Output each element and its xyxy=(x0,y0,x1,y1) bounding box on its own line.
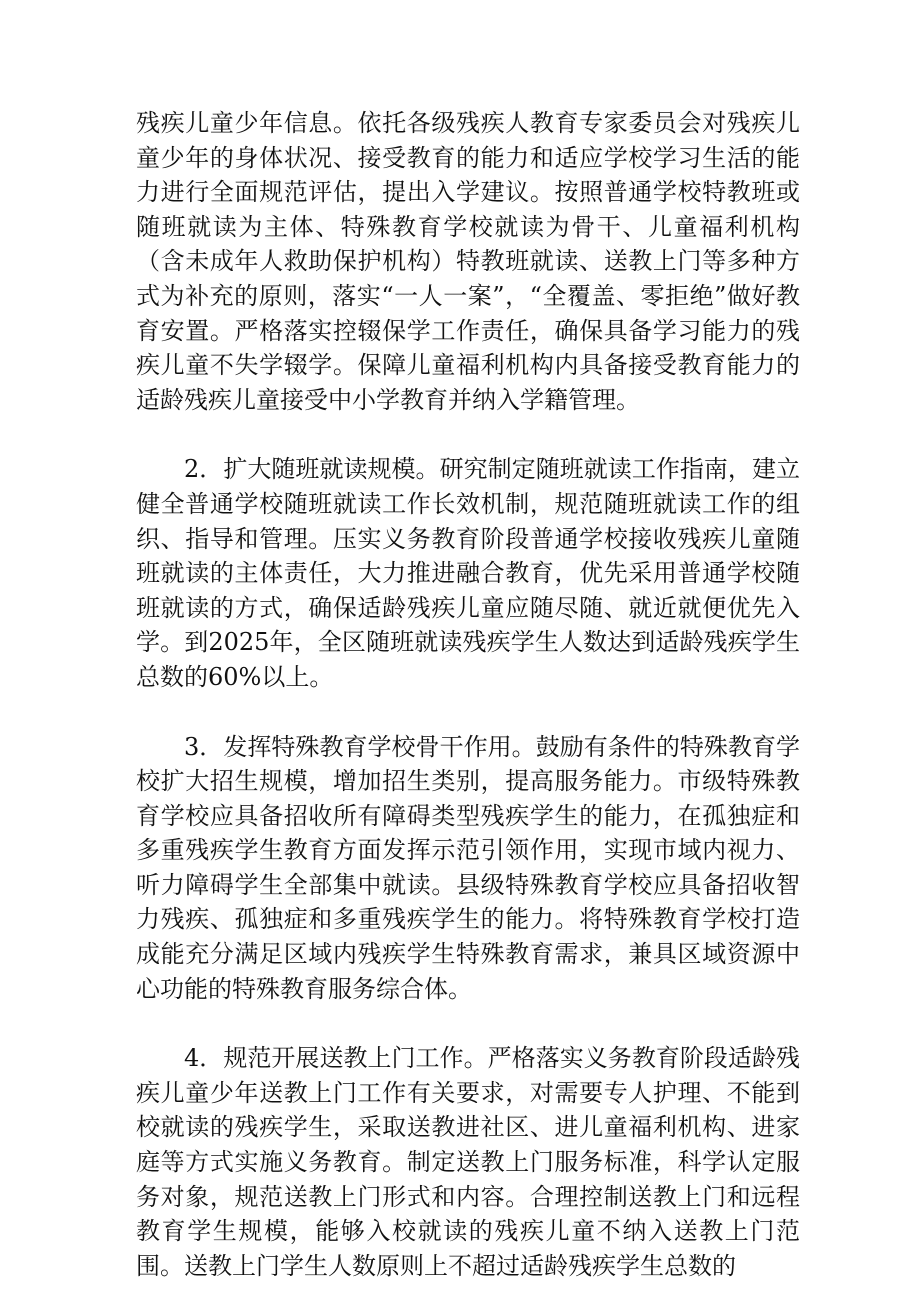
paragraph-continued-text: 残疾儿童少年信息。依托各级残疾人教育专家委员会对残疾儿童少年的身体状况、接受教育的能力和适应学校学习生活的能力进行全面规范评估，提出入学建议。按照普通学校特教班或随班就读为主体、特殊教育学校就读为骨干、儿童福利机构（含未成年人救助保护机构）特教班就读、送教上门等多种方式为补充的原则，落实“一人一案”，“全覆盖、零拒绝”做好教育安置。严格落实控辍保学工作责任，确保具备学习能力的残疾儿童不失学辍学。保障儿童福利机构内具备接受教育能力的适龄残疾儿童接受中小学教育并纳入学籍管理。 xyxy=(136,109,800,414)
paragraph-item-2: 2．扩大随班就读规模。研究制定随班就读工作指南，建立健全普通学校随班就读工作长效机制，规范随班就读工作的组织、指导和管理。压实义务教育阶段普通学校接收残疾儿童随班就读的主体责任，大力推进融合教育，优先采用普通学校随班就读的方式，确保适龄残疾儿童应随尽随、就近就便优先入学。到2025年，全区随班就读残疾学生人数达到适龄残疾学生总数的60%以上。 xyxy=(136,455,800,691)
paragraph-item-3: 3．发挥特殊教育学校骨干作用。鼓励有条件的特殊教育学校扩大招生规模，增加招生类别，提高服务能力。市级特殊教育学校应具备招收所有障碍类型残疾学生的能力，在孤独症和多重残疾学生教育方面发挥示范引领作用，实现市域内视力、听力障碍学生全部集中就读。县级特殊教育学校应具备招收智力残疾、孤独症和多重残疾学生的能力。将特殊教育学校打造成能充分满足区域内残疾学生特殊教育需求，兼具区域资源中心功能的特殊教育服务综合体。 xyxy=(136,732,800,1003)
paragraph-item-4: 4．规范开展送教上门工作。严格落实义务教育阶段适龄残疾儿童少年送教上门工作有关要求，对需要专人护理、不能到校就读的残疾学生，采取送教进社区、进儿童福利机构、进家庭等方式实施义务教育。制定送教上门服务标准，科学认定服务对象，规范送教上门形式和内容。合理控制送教上门和远程教育学生规模，能够入校就读的残疾儿童不纳入送教上门范围。送教上门学生人数原则上不超过适龄残疾学生总数的 xyxy=(136,1044,800,1280)
document-body xyxy=(136,106,800,1283)
